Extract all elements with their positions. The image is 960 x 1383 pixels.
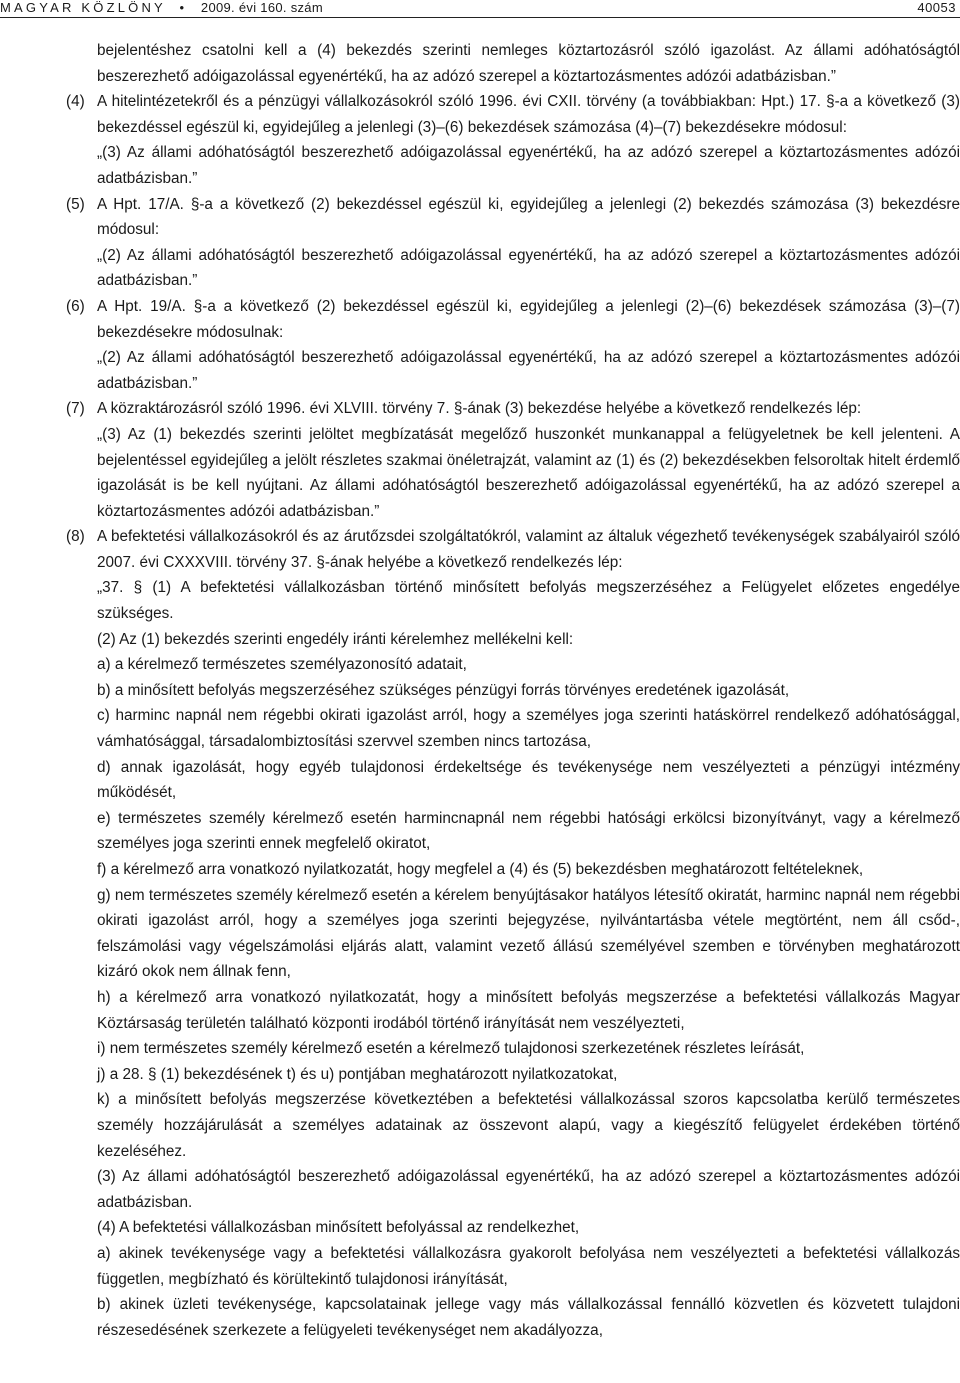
running-head: MAGYAR KÖZLÖNY • 2009. évi 160. szám [0, 0, 323, 15]
paragraph-text: A közraktározásról szóló 1996. évi XLVIII. törvény 7. §-ának (3) bekezdése helyébe a következő rendelkezés lép: [97, 400, 862, 418]
issue-number: 2009. évi 160. szám [200, 0, 323, 15]
quoted-provision: „(3) Az (1) bekezdés szerinti jelöltet megbízatását megelőző huszonkét munkanappal a felügyeletnek be kell jelenteni. A bejelentéssel egyidejűleg a jelölt részletes szakmai önéletrajzát, valamint az (1) és (2) bekezdésekben felsoroltak hitelt érdemlő igazolását is be kell nyújtani. Az állami adóhatóságtól beszerezhető adóigazolással egyenértékű, ha az adózó szerepel a köztartozásmentes adózói adatbázisban.” [97, 425, 960, 520]
quoted-provision: k) a minősített befolyás megszerzése következtében a befektetési vállalkozással szoros kapcsolatba kerülő természetes személy hozzájárulását a személyes adatainak az összevont alapú, vagy a kiegészítő felügyelet érdekében történő kezeléséhez. [97, 1091, 960, 1160]
paragraph-number: (6) [66, 297, 85, 315]
quoted-provision: j) a 28. § (1) bekezdésének t) és u) pontjában meghatározott nyilatkozatokat, [97, 1065, 618, 1083]
quoted-provision: h) a kérelmező arra vonatkozó nyilatkozatát, hogy a minősített befolyás megszerzése a befektetési vállalkozás Magyar Köztársaság területén található központi irodából történő irányítását nem veszélyezteti, [97, 988, 960, 1032]
paragraph-number: (8) [66, 528, 85, 546]
quoted-provision: b) a minősített befolyás megszerzéséhez szükséges pénzügyi forrás törvényes eredetének igazolását, [97, 681, 790, 699]
numbered-paragraph [0, 294, 960, 345]
quoted-provision: d) annak igazolását, hogy egyéb tulajdonosi érdekeltsége és tevékenysége nem veszélyezteti a pénzügyi intézmény működését, [97, 758, 960, 802]
quoted-provision: (2) Az (1) bekezdés szerinti engedély iránti kérelemhez mellékelni kell: [97, 630, 574, 648]
document-body [0, 38, 960, 1343]
quoted-provision: „(2) Az állami adóhatóságtól beszerezhető adóigazolással egyenértékű, ha az adózó szerepel a köztartozásmentes adózói adatbázisban.” [97, 349, 960, 392]
quoted-provision: „(3) Az állami adóhatóságtól beszerezhető adóigazolással egyenértékű, ha az adózó szerepel a köztartozásmentes adózói adatbázisban.” [97, 144, 960, 187]
quoted-provision: i) nem természetes személy kérelmező esetén a kérelmező tulajdonosi szerkezetének részletes leírását, [97, 1040, 805, 1058]
numbered-paragraph [0, 192, 960, 243]
quoted-provision: g) nem természetes személy kérelmező esetén a kérelem benyújtásakor hatályos létesítő okiratát, harminc napnál nem régebbi okirati igazolást arról, hogy a személyes joga szerinti bejegyzése, nyilvántartásba vétele megtörtént, nem áll csőd-, felszámolási vagy végelszámolási eljárás alatt, valamint vezető állású személyével szemben e törvényben meghatározott kizáró okok nem állnak fenn, [97, 886, 960, 981]
paragraph: bejelentéshez csatolni kell a (4) bekezdés szerinti nemleges köztartozásról szóló igazolást. Az állami adóhatóságtól beszerezhető adóigazolással egyenértékű, ha az adózó szerepel a köztartozásmentes adózói adatbázisban.” [97, 42, 960, 85]
header-rule [0, 17, 960, 18]
numbered-paragraph [0, 396, 960, 422]
quoted-provision: e) természetes személy kérelmező esetén harmincnapnál nem régebbi hatósági erkölcsi bizonyítványt, vagy a kérelmező személyes joga szerinti ennek megfelelő okiratot, [97, 809, 960, 853]
quoted-provision: (4) A befektetési vállalkozásban minősített befolyással az rendelkezhet, [97, 1219, 580, 1237]
paragraph-text: A befektetési vállalkozásokról és az árutőzsdei szolgáltatókról, valamint az általuk végezhető tevékenységek szabályairól szóló 2007. évi CXXXVIII. törvény 37. §-ának helyébe a következő rendelkezés lép: [97, 528, 960, 571]
paragraph-text: A hitelintézetekről és a pénzügyi vállalkozásokról szóló 1996. évi CXII. törvény (a továbbiakban: Hpt.) 17. §-a a következő (3) bekezdéssel egészül ki, egyidejűleg a jelenlegi (3)–(6) bekezdések számozása (4)–(7) bekezdésekre módosul: [97, 93, 960, 136]
quoted-provision: „37. § (1) A befektetési vállalkozásban történő minősített befolyás megszerzéséhez a Felügyelet előzetes engedélye szükséges. [97, 579, 960, 623]
page-header [0, 0, 960, 22]
quoted-provision: a) a kérelmező természetes személyazonosító adatait, [97, 656, 467, 674]
quoted-provision: a) akinek tevékenysége vagy a befektetési vállalkozásra gyakorolt befolyása nem veszélyezteti a befektetési vállalkozás független, megbízható és körültekintő tulajdonosi irányítását, [97, 1244, 960, 1288]
numbered-paragraph [0, 89, 960, 140]
quoted-provision: „(2) Az állami adóhatóságtól beszerezhető adóigazolással egyenértékű, ha az adózó szerepel a köztartozásmentes adózói adatbázisban.” [97, 246, 960, 290]
quoted-provision: c) harminc napnál nem régebbi okirati igazolást arról, hogy a személyes joga szerinti hatáskörrel rendelkező adóhatósággal, vámhatósággal, társadalombiztosítási szervvel szemben nincs tartozása, [97, 707, 960, 751]
page-number: 40053 [917, 0, 956, 15]
numbered-paragraph [0, 524, 960, 575]
paragraph-text: A Hpt. 17/A. §-a a következő (2) bekezdéssel egészül ki, egyidejűleg a jelenlegi (2) bekezdés számozása (3) bekezdésre módosul: [97, 195, 960, 239]
paragraph-number: (5) [66, 195, 85, 213]
paragraph-number: (4) [66, 93, 85, 111]
paragraph-number: (7) [66, 400, 85, 418]
quoted-provision: f) a kérelmező arra vonatkozó nyilatkozatát, hogy megfelel a (4) és (5) bekezdésben meghatározott feltételeknek, [97, 861, 864, 878]
quoted-provision: (3) Az állami adóhatóságtól beszerezhető adóigazolással egyenértékű, ha az adózó szerepel a köztartozásmentes adózói adatbázisban. [97, 1168, 960, 1211]
quoted-provision: b) akinek üzleti tevékenysége, kapcsolatainak jellege vagy más vállalkozással fennálló közvetlen és közvetett tulajdoni részesedésének szerkezete a felügyeleti tevékenységet nem akadályozza, [97, 1296, 960, 1339]
paragraph-text: A Hpt. 19/A. §-a a következő (2) bekezdéssel egészül ki, egyidejűleg a jelenlegi (2)–(6) bekezdések számozása (3)–(7) bekezdésekre módosulnak: [97, 297, 960, 341]
journal-title: MAGYAR KÖZLÖNY [0, 0, 166, 15]
